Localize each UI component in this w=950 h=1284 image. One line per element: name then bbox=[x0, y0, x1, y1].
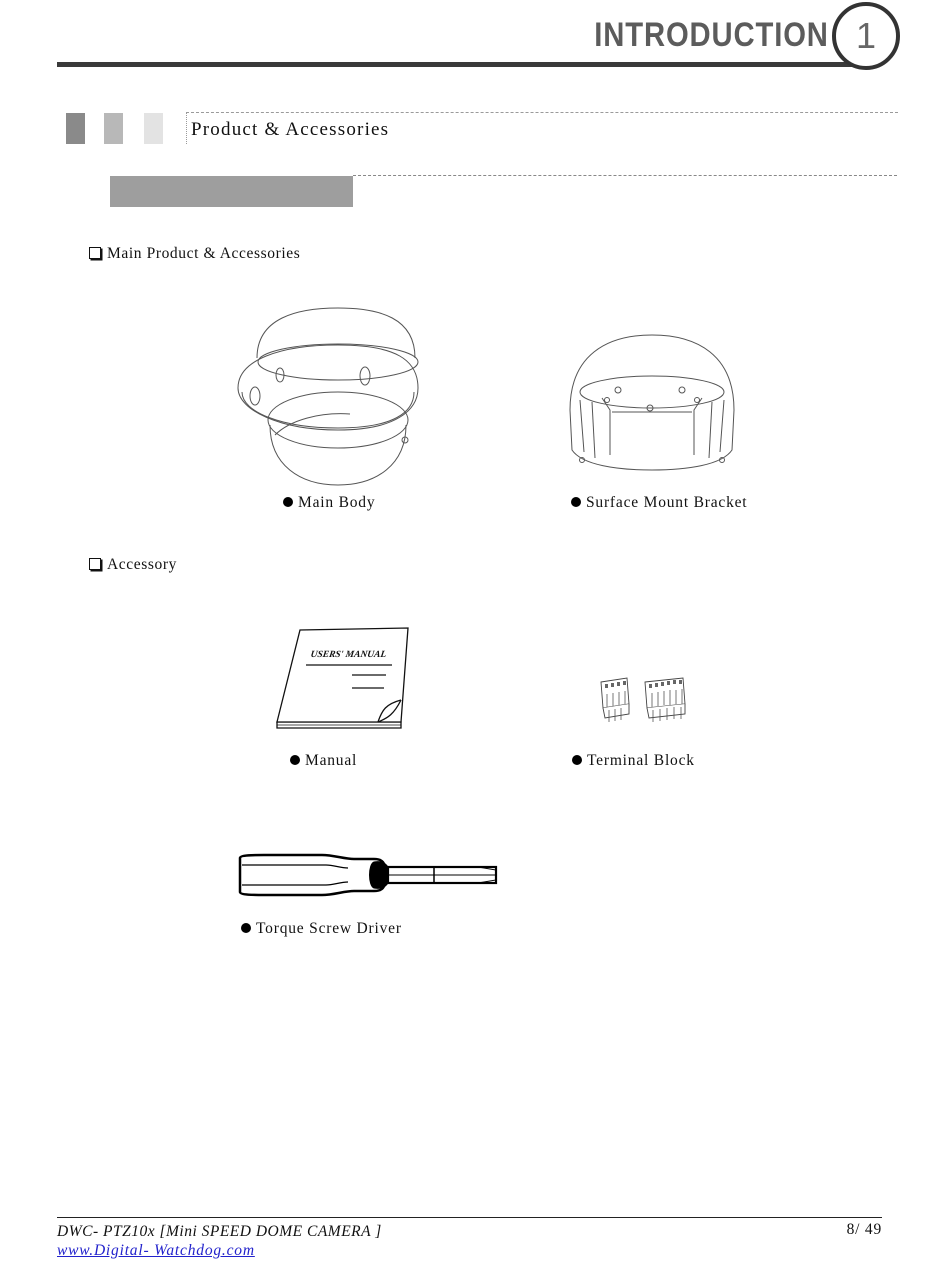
accessories-heading bbox=[89, 556, 177, 574]
manual-cover-text: USERS' MANUAL bbox=[309, 649, 388, 660]
header-rule bbox=[57, 62, 867, 67]
section-marker-dark bbox=[66, 113, 85, 144]
checkbox-icon bbox=[89, 558, 101, 570]
main-products-heading-text: Main Product & Accessories bbox=[107, 245, 301, 262]
section-dashed-rule bbox=[353, 175, 897, 176]
dome-camera-icon bbox=[230, 300, 430, 490]
caption-main-body bbox=[283, 494, 375, 512]
bullet-icon bbox=[241, 923, 251, 933]
footer-website-link[interactable]: www.Digital- Watchdog.com bbox=[57, 1242, 255, 1259]
section-marker-mid bbox=[104, 113, 123, 144]
manual-book-icon bbox=[270, 622, 415, 732]
footer-model-name: DWC- PTZ10x [Mini SPEED DOME CAMERA ] bbox=[57, 1223, 382, 1240]
caption-torque-screw-driver bbox=[241, 920, 402, 938]
caption-torque-screw-driver-text: Torque Screw Driver bbox=[256, 920, 402, 937]
checkbox-icon bbox=[89, 247, 101, 259]
page-number: 8/ 49 bbox=[846, 1221, 882, 1238]
caption-surface-mount-bracket-text: Surface Mount Bracket bbox=[586, 494, 748, 511]
caption-manual bbox=[290, 752, 357, 770]
caption-terminal-block-text: Terminal Block bbox=[587, 752, 695, 769]
chapter-title: INTRODUCTION bbox=[594, 16, 829, 54]
section-title: Product & Accessories bbox=[191, 119, 390, 140]
caption-main-body-text: Main Body bbox=[298, 494, 376, 511]
section-marker-light bbox=[144, 113, 163, 144]
caption-surface-mount-bracket bbox=[571, 494, 747, 512]
chapter-number-badge: 1 bbox=[832, 2, 900, 70]
bullet-icon bbox=[283, 497, 293, 507]
terminal-block-icon bbox=[597, 674, 691, 726]
main-products-heading bbox=[89, 245, 300, 263]
section-gray-bar bbox=[110, 176, 353, 207]
footer-rule bbox=[57, 1217, 882, 1218]
mount-bracket-icon bbox=[562, 330, 742, 475]
bullet-icon bbox=[572, 755, 582, 765]
caption-terminal-block bbox=[572, 752, 695, 770]
screwdriver-icon bbox=[234, 850, 502, 900]
caption-manual-text: Manual bbox=[305, 752, 358, 769]
accessories-heading-text: Accessory bbox=[107, 556, 177, 573]
bullet-icon bbox=[290, 755, 300, 765]
bullet-icon bbox=[571, 497, 581, 507]
